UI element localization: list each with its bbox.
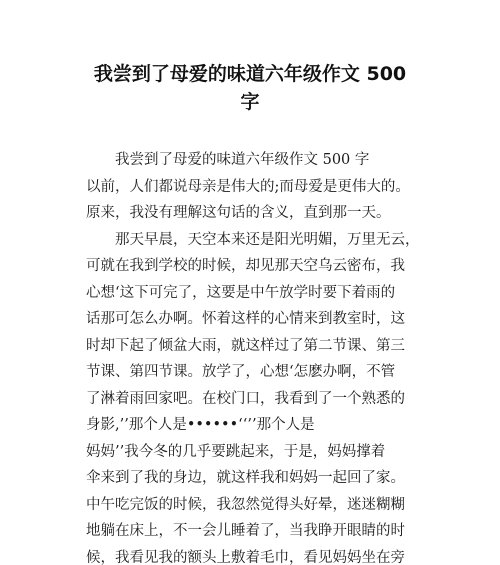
body-line: 以前，人们都说母亲是伟大的;而母爱是更伟大的。 <box>86 178 410 195</box>
body-line: 话那可怎么办啊。怀着这样的心情来到教室时，这 <box>86 311 405 327</box>
title-line-2: 字 <box>240 91 260 113</box>
body-line: 中午吃完饭的时候，我忽然觉得头好晕，迷迷糊糊 <box>86 496 405 513</box>
body-line: 地躺在床上，不一会儿睡着了，当我睁开眼睛的时 <box>86 523 405 539</box>
body-line: 节课、第四节课。放学了，心想‘怎麽办啊，不管 <box>86 364 396 380</box>
document-title <box>70 60 430 116</box>
body-line: 伞来到了我的身边，就这样我和妈妈一起回了家。 <box>86 470 405 486</box>
body-line: 原来，我没有理解这句话的含义，直到那一天。 <box>86 205 391 221</box>
body-line: 我尝到了母爱的味道六年级作文 500 字 <box>115 152 370 168</box>
body-line: 时却下起了倾盆大雨，就这样过了第二节课、第三 <box>86 337 405 354</box>
body-line: 妈妈’’我今冬的几乎要跳起来，于是，妈妈撑着 <box>86 443 386 460</box>
body-line: 那天早晨，天空本来还是阳光明媚，万里无云， <box>115 231 420 248</box>
body-line: 候，我看见我的额头上敷着毛巾，看见妈妈坐在旁 <box>86 549 405 565</box>
title-line-1: 我尝到了母爱的味道六年级作文 500 <box>93 63 407 85</box>
body-line: 了淋着雨回家吧。在校门口，我看到了一个熟悉的 <box>86 390 405 407</box>
body-line: 可就在我到学校的时候，却见那天空乌云密布，我 <box>86 258 405 274</box>
body-line: 心想‘这下可完了，这要是中午放学时要下着雨的 <box>86 284 396 301</box>
body-line: 身影,’’那个人是••••••‘‘’’那个人是 <box>86 417 315 433</box>
document-body <box>86 147 422 565</box>
